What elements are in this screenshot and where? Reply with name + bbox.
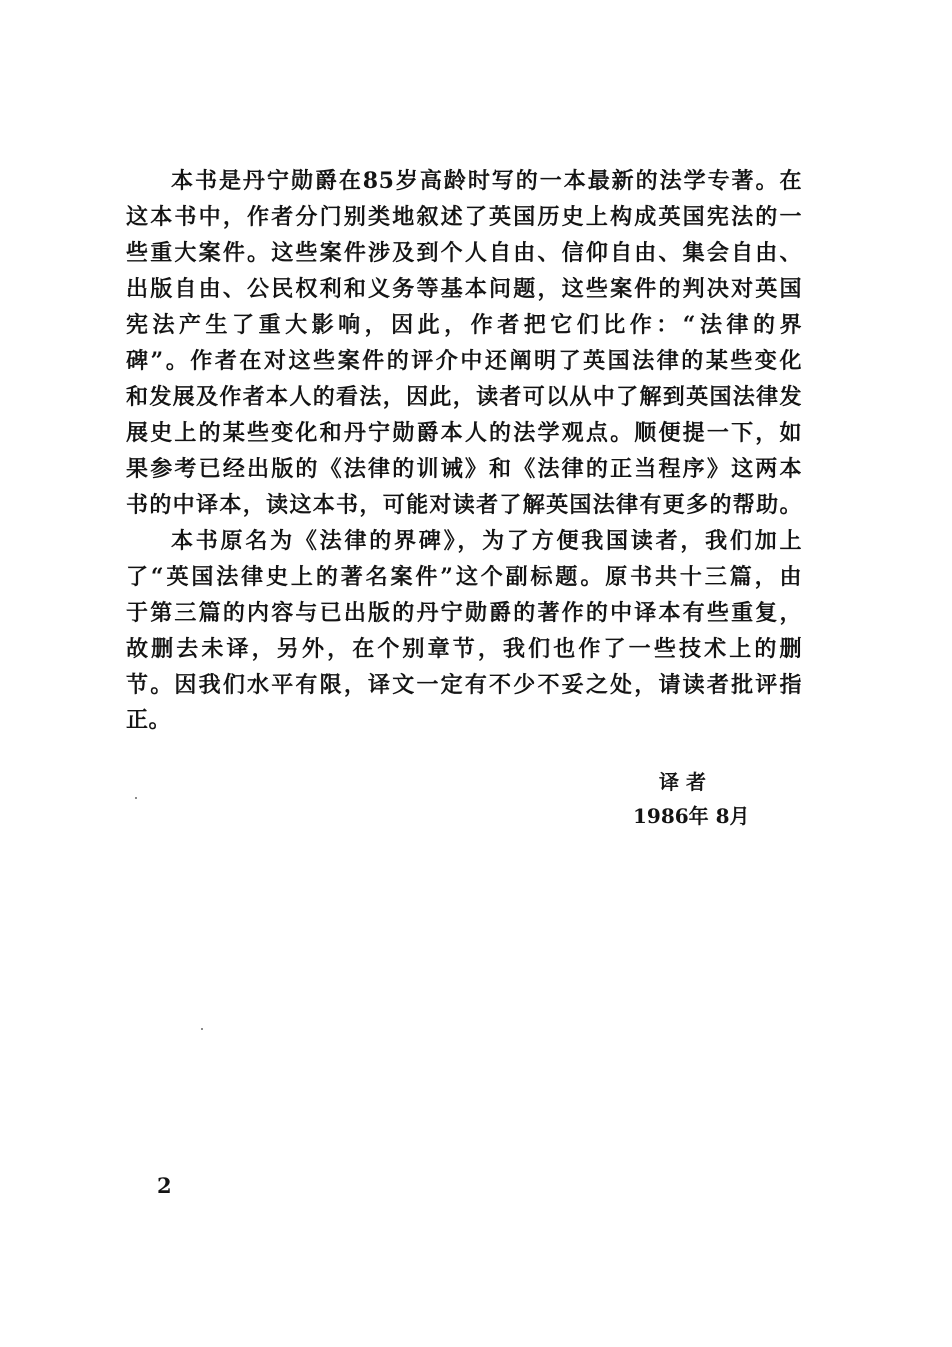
text-line: 了“英国法律史上的著名案件”这个副标题。原书共十三篇，由 <box>126 564 802 590</box>
text-line: 于第三篇的内容与已出版的丹宁勋爵的著作的中译本有些重复， <box>126 600 802 626</box>
text-line: 这本书中，作者分门别类地叙述了英国历史上构成英国宪法的一 <box>126 204 802 230</box>
text-line: 故删去未译，另外，在个别章节，我们也作了一些技术上的删 <box>126 636 802 662</box>
scan-speck <box>135 797 137 799</box>
page-number: 2 <box>157 1173 172 1198</box>
text-line: 节。因我们水平有限，译文一定有不少不妥之处，请读者批评指 <box>126 672 802 698</box>
text-line: 出版自由、公民权利和义务等基本问题，这些案件的判决对英国 <box>126 276 802 302</box>
text-line: 和发展及作者本人的看法，因此，读者可以从中了解到英国法律发 <box>126 384 802 410</box>
text-line: 些重大案件。这些案件涉及到个人自由、信仰自由、集会自由、 <box>126 240 802 266</box>
text-line: 碑”。作者在对这些案件的评介中还阐明了英国法律的某些变化 <box>126 348 802 374</box>
scan-speck <box>201 1028 203 1030</box>
signature-date: 1986年 8月 <box>633 804 750 828</box>
text-line: 展史上的某些变化和丹宁勋爵本人的法学观点。顺便提一下，如 <box>126 420 802 446</box>
text-line: 本书是丹宁勋爵在85岁高龄时写的一本最新的法学专著。在 <box>171 168 802 194</box>
signature-author: 译 者 <box>659 770 706 794</box>
text-line: 本书原名为《法律的界碑》，为了方便我国读者，我们加上 <box>171 528 802 554</box>
text-line: 书的中译本，读这本书，可能对读者了解英国法律有更多的帮助。 <box>126 492 802 518</box>
text-line: 宪法产生了重大影响，因此，作者把它们比作：“法律的界 <box>126 312 802 338</box>
text-line: 正。 <box>126 707 172 733</box>
text-line: 果参考已经出版的《法律的训诫》和《法律的正当程序》这两本 <box>126 456 802 482</box>
